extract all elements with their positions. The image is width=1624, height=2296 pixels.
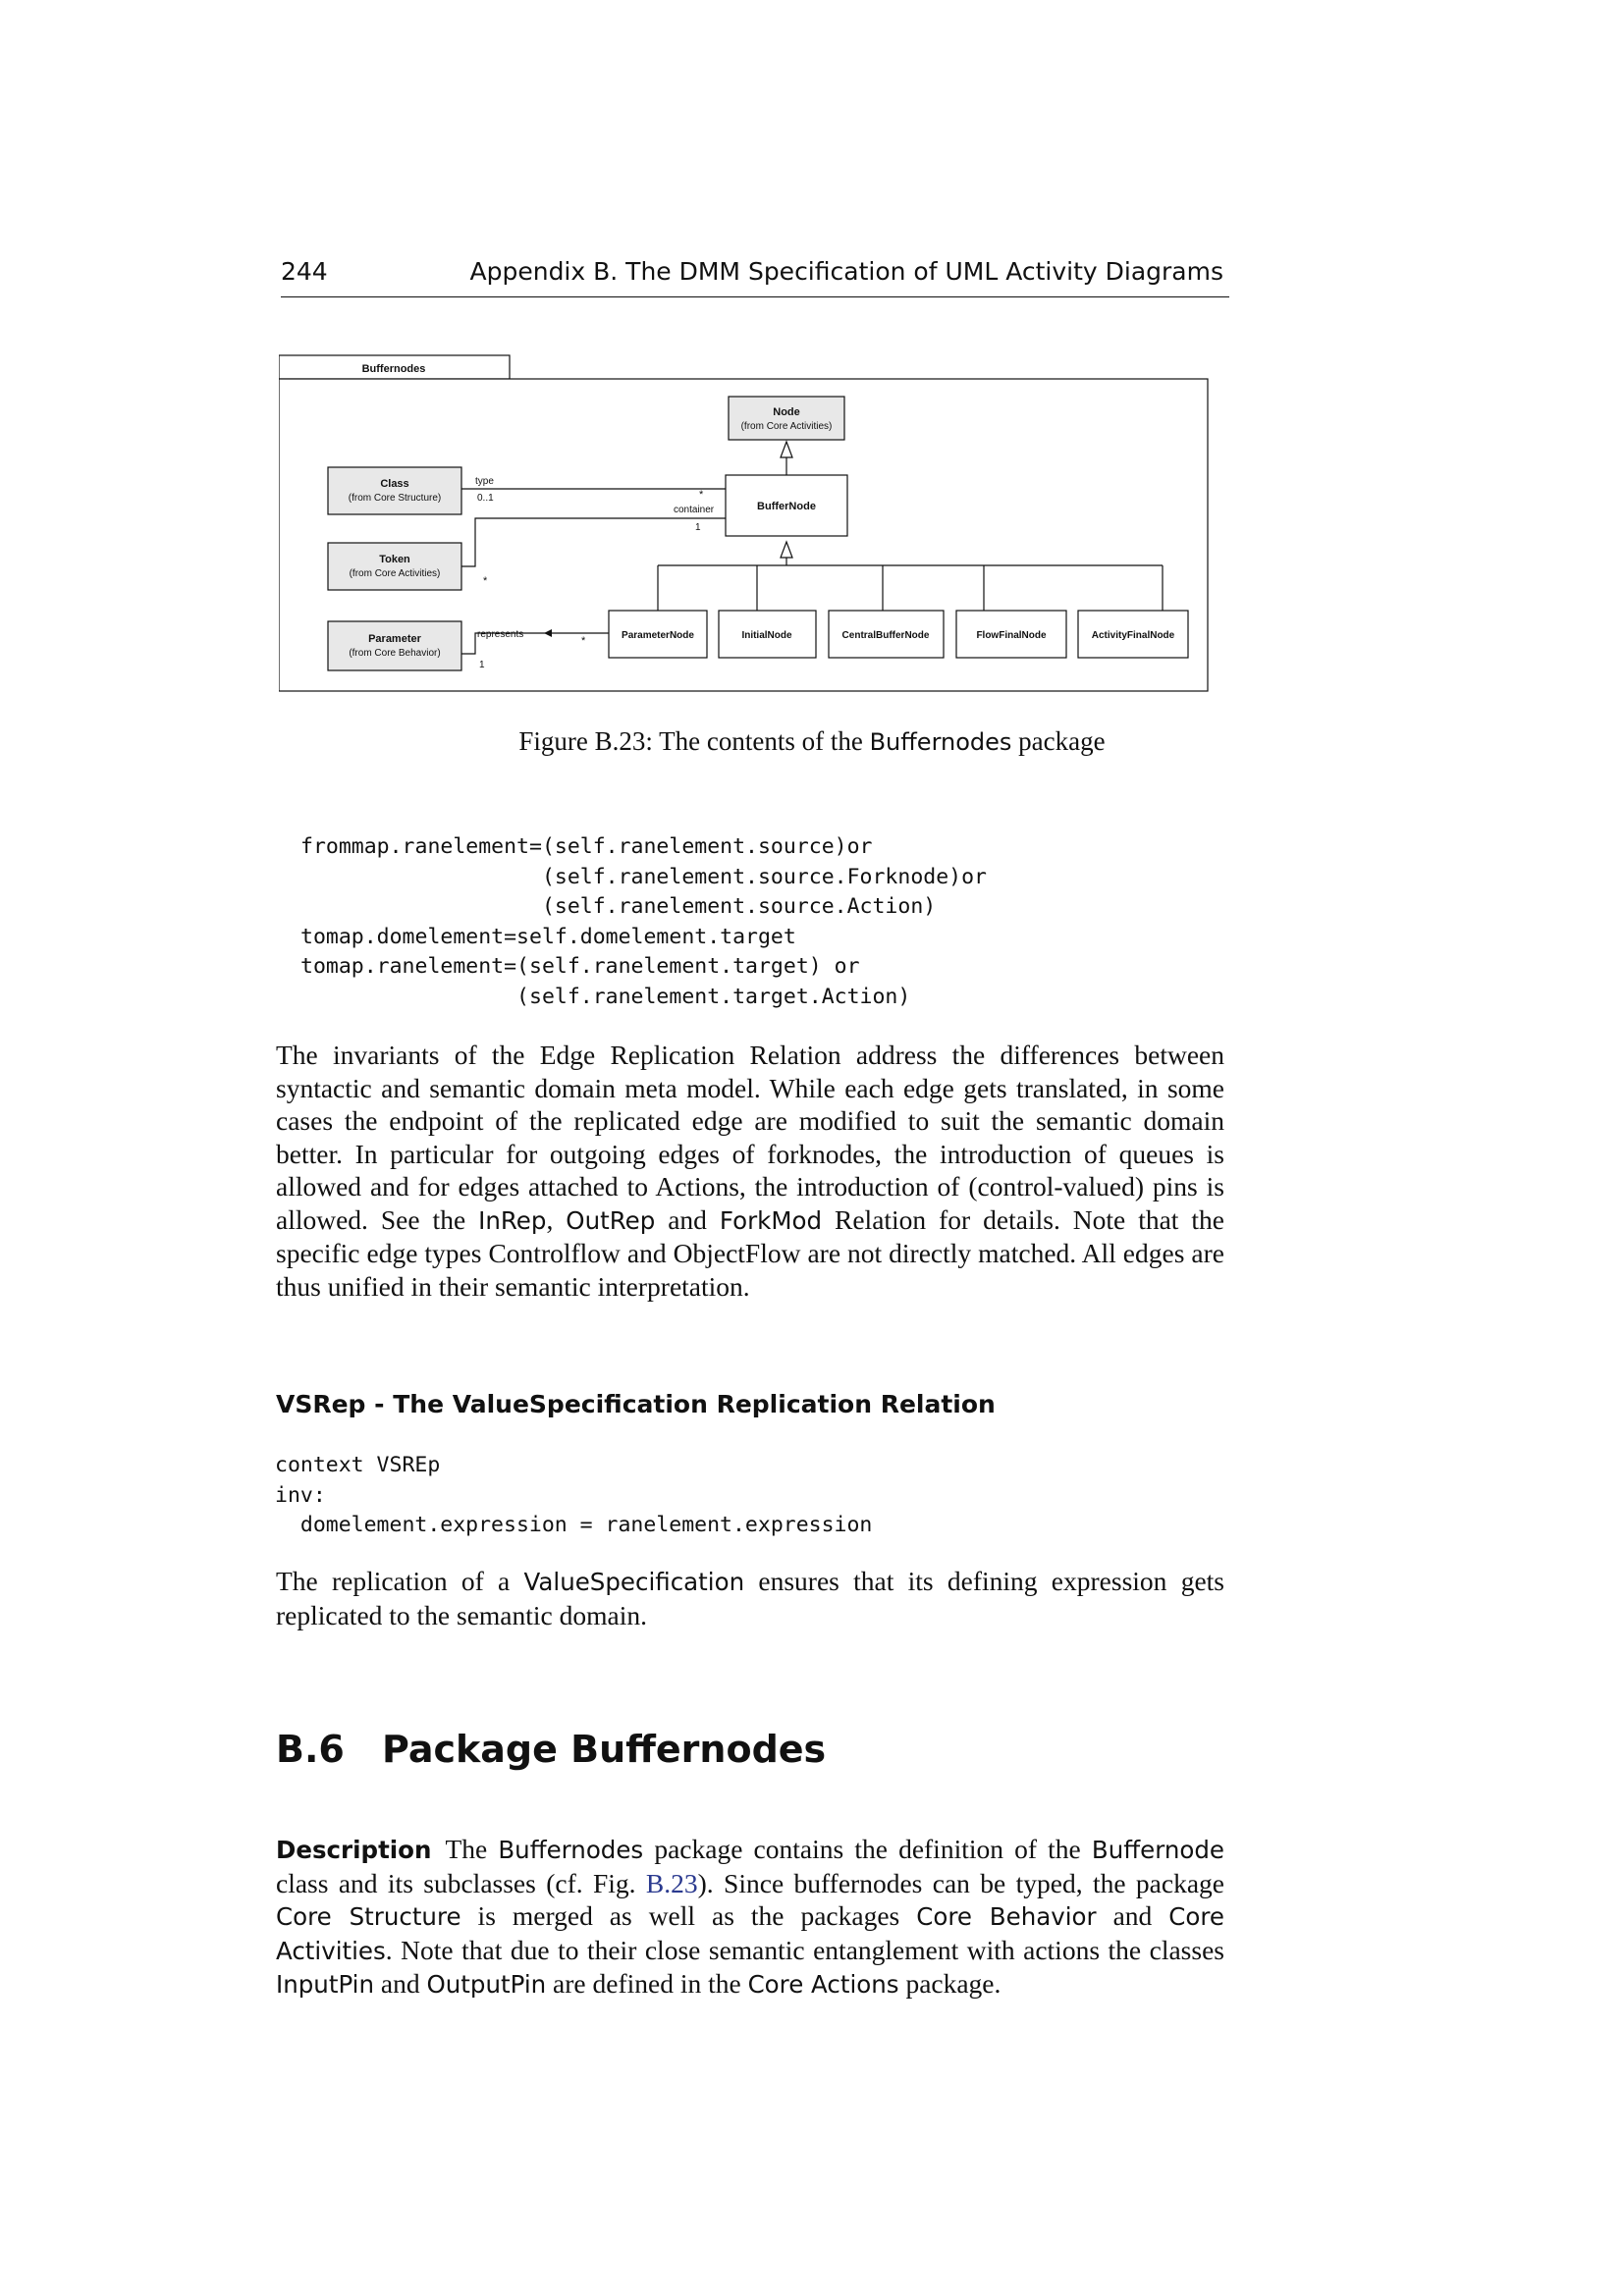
class-buffernode-name: BufferNode — [757, 501, 816, 512]
term-core-behavior: Core Behavior — [916, 1902, 1097, 1931]
caption-prefix: Figure B.23: The contents of the — [518, 726, 870, 756]
label-bn-star: * — [699, 489, 704, 501]
section-heading — [276, 1728, 826, 1771]
class-flowfinalnode — [956, 611, 1066, 658]
uml-package-diagram — [279, 353, 1218, 697]
class-initialnode — [719, 611, 816, 658]
running-header — [281, 257, 1229, 297]
class-buffernode — [726, 475, 847, 536]
term-forkmod: ForkMod — [719, 1205, 823, 1235]
term-inputpin: InputPin — [276, 1970, 375, 1999]
label-represents-star: * — [581, 635, 586, 647]
term-buffernode: Buffernode — [1091, 1836, 1224, 1864]
class-activityfinalnode-name: ActivityFinalNode — [1091, 630, 1175, 641]
page-number: 244 — [281, 257, 328, 286]
class-token-from: (from Core Activities) — [349, 568, 441, 579]
text: and — [655, 1203, 720, 1235]
class-activityfinalnode — [1078, 611, 1188, 658]
term-core-activities: Core Activities — [276, 1902, 1224, 1965]
paragraph-vsrep — [276, 1565, 1224, 1631]
class-token-name: Token — [379, 554, 410, 565]
label-container-mult: 1 — [695, 522, 701, 533]
figure-reference-link[interactable]: B.23 — [645, 1867, 698, 1898]
class-parameternode-name: ParameterNode — [622, 630, 694, 641]
class-token — [328, 543, 461, 590]
text: is merged as well as the packages — [460, 1900, 917, 1931]
section-title: Package Buffernodes — [382, 1728, 827, 1771]
caption-package-name: Buffernodes — [869, 728, 1012, 756]
subsection-heading: VSRep - The ValueSpecification Replication Relation — [276, 1390, 996, 1418]
term-inrep: InRep — [478, 1205, 547, 1235]
text: class and its subclasses (cf. Fig. — [276, 1867, 646, 1898]
text: and — [374, 1968, 427, 1999]
text: Relation for details. Note that the specific edge types Controlflow and ObjectFlow are not directly matched. All edges are thus unified in their semantic interpretation. — [276, 1203, 1225, 1302]
section-number: B.6 — [276, 1728, 345, 1771]
class-parameternode — [609, 611, 707, 658]
text: ensures that its defining expression gets replicated to the semantic domain. — [276, 1566, 1224, 1630]
text: The — [445, 1834, 499, 1864]
label-param-mult: 1 — [479, 660, 485, 670]
class-initialnode-name: InitialNode — [741, 630, 792, 641]
class-parameter-name: Parameter — [368, 633, 421, 645]
text: The invariants of the Edge Replication Relation address the differences between syntactic and semantic domain meta model. While each edge gets translated, in some cases the endpoint of the replicated edge are modified to suit the semantic domain better. In particular for outgoing edges of forknodes, the introduction of queues is allowed and for edges attached to Actions, the introduction of (control-valued) pins is allowed. See the — [276, 1040, 1224, 1235]
code-block-edge-rep: frommap.ranelement=(self.ranelement.source)or (self.ranelement.source.Forknode)or (self.ranelement.source.Action) tomap.domelement=self.domelement.target tomap.ranelement=(self.ranelement.target) or (self.ranelement.target.Action) — [300, 834, 987, 1009]
term-outputpin: OutputPin — [426, 1970, 547, 1999]
label-type: type — [475, 476, 494, 487]
class-parameter — [328, 621, 461, 670]
text: and — [1096, 1900, 1169, 1931]
class-node-from: (from Core Activities) — [740, 421, 833, 432]
code-block-vsrep: context VSREp inv: domelement.expression = ranelement.expression — [275, 1453, 873, 1537]
running-title: Appendix B. The DMM Specification of UML Activity Diagrams — [469, 257, 1223, 286]
paragraph-edge-replication — [276, 1039, 1224, 1303]
label-token-star: * — [483, 575, 488, 587]
label-type-mult: 0..1 — [477, 493, 494, 504]
figure-caption — [0, 726, 1624, 757]
text: , — [546, 1203, 567, 1235]
term-buffernodes: Buffernodes — [498, 1836, 644, 1864]
label-container: container — [674, 505, 715, 515]
term-outrep: OutRep — [566, 1205, 656, 1235]
text: package contains the definition of the — [643, 1834, 1092, 1864]
class-class-from: (from Core Structure) — [348, 493, 442, 504]
class-centralbuffernode — [829, 611, 944, 658]
text: . Note that due to their close semantic entanglement with actions the classes — [385, 1934, 1224, 1965]
package-tab-label: Buffernodes — [361, 363, 426, 375]
text: are defined in the — [546, 1968, 748, 1999]
class-class-name: Class — [380, 478, 409, 490]
text: package. — [898, 1968, 1001, 1999]
term-core-actions: Core Actions — [747, 1970, 899, 1999]
term-valuespecification: ValueSpecification — [523, 1568, 745, 1596]
paragraph-description — [276, 1833, 1224, 2002]
run-in-heading: Description — [276, 1836, 432, 1864]
term-core-structure: Core Structure — [276, 1902, 461, 1931]
text: ). Since buffernodes can be typed, the package — [697, 1867, 1224, 1898]
caption-suffix: package — [1011, 726, 1106, 756]
text: The replication of a — [276, 1566, 524, 1596]
class-flowfinalnode-name: FlowFinalNode — [976, 630, 1047, 641]
label-represents: represents — [477, 629, 524, 640]
class-centralbuffernode-name: CentralBufferNode — [841, 630, 930, 641]
class-node-name: Node — [773, 406, 800, 418]
class-parameter-from: (from Core Behavior) — [349, 648, 441, 659]
class-node — [729, 397, 844, 440]
class-class — [328, 467, 461, 514]
